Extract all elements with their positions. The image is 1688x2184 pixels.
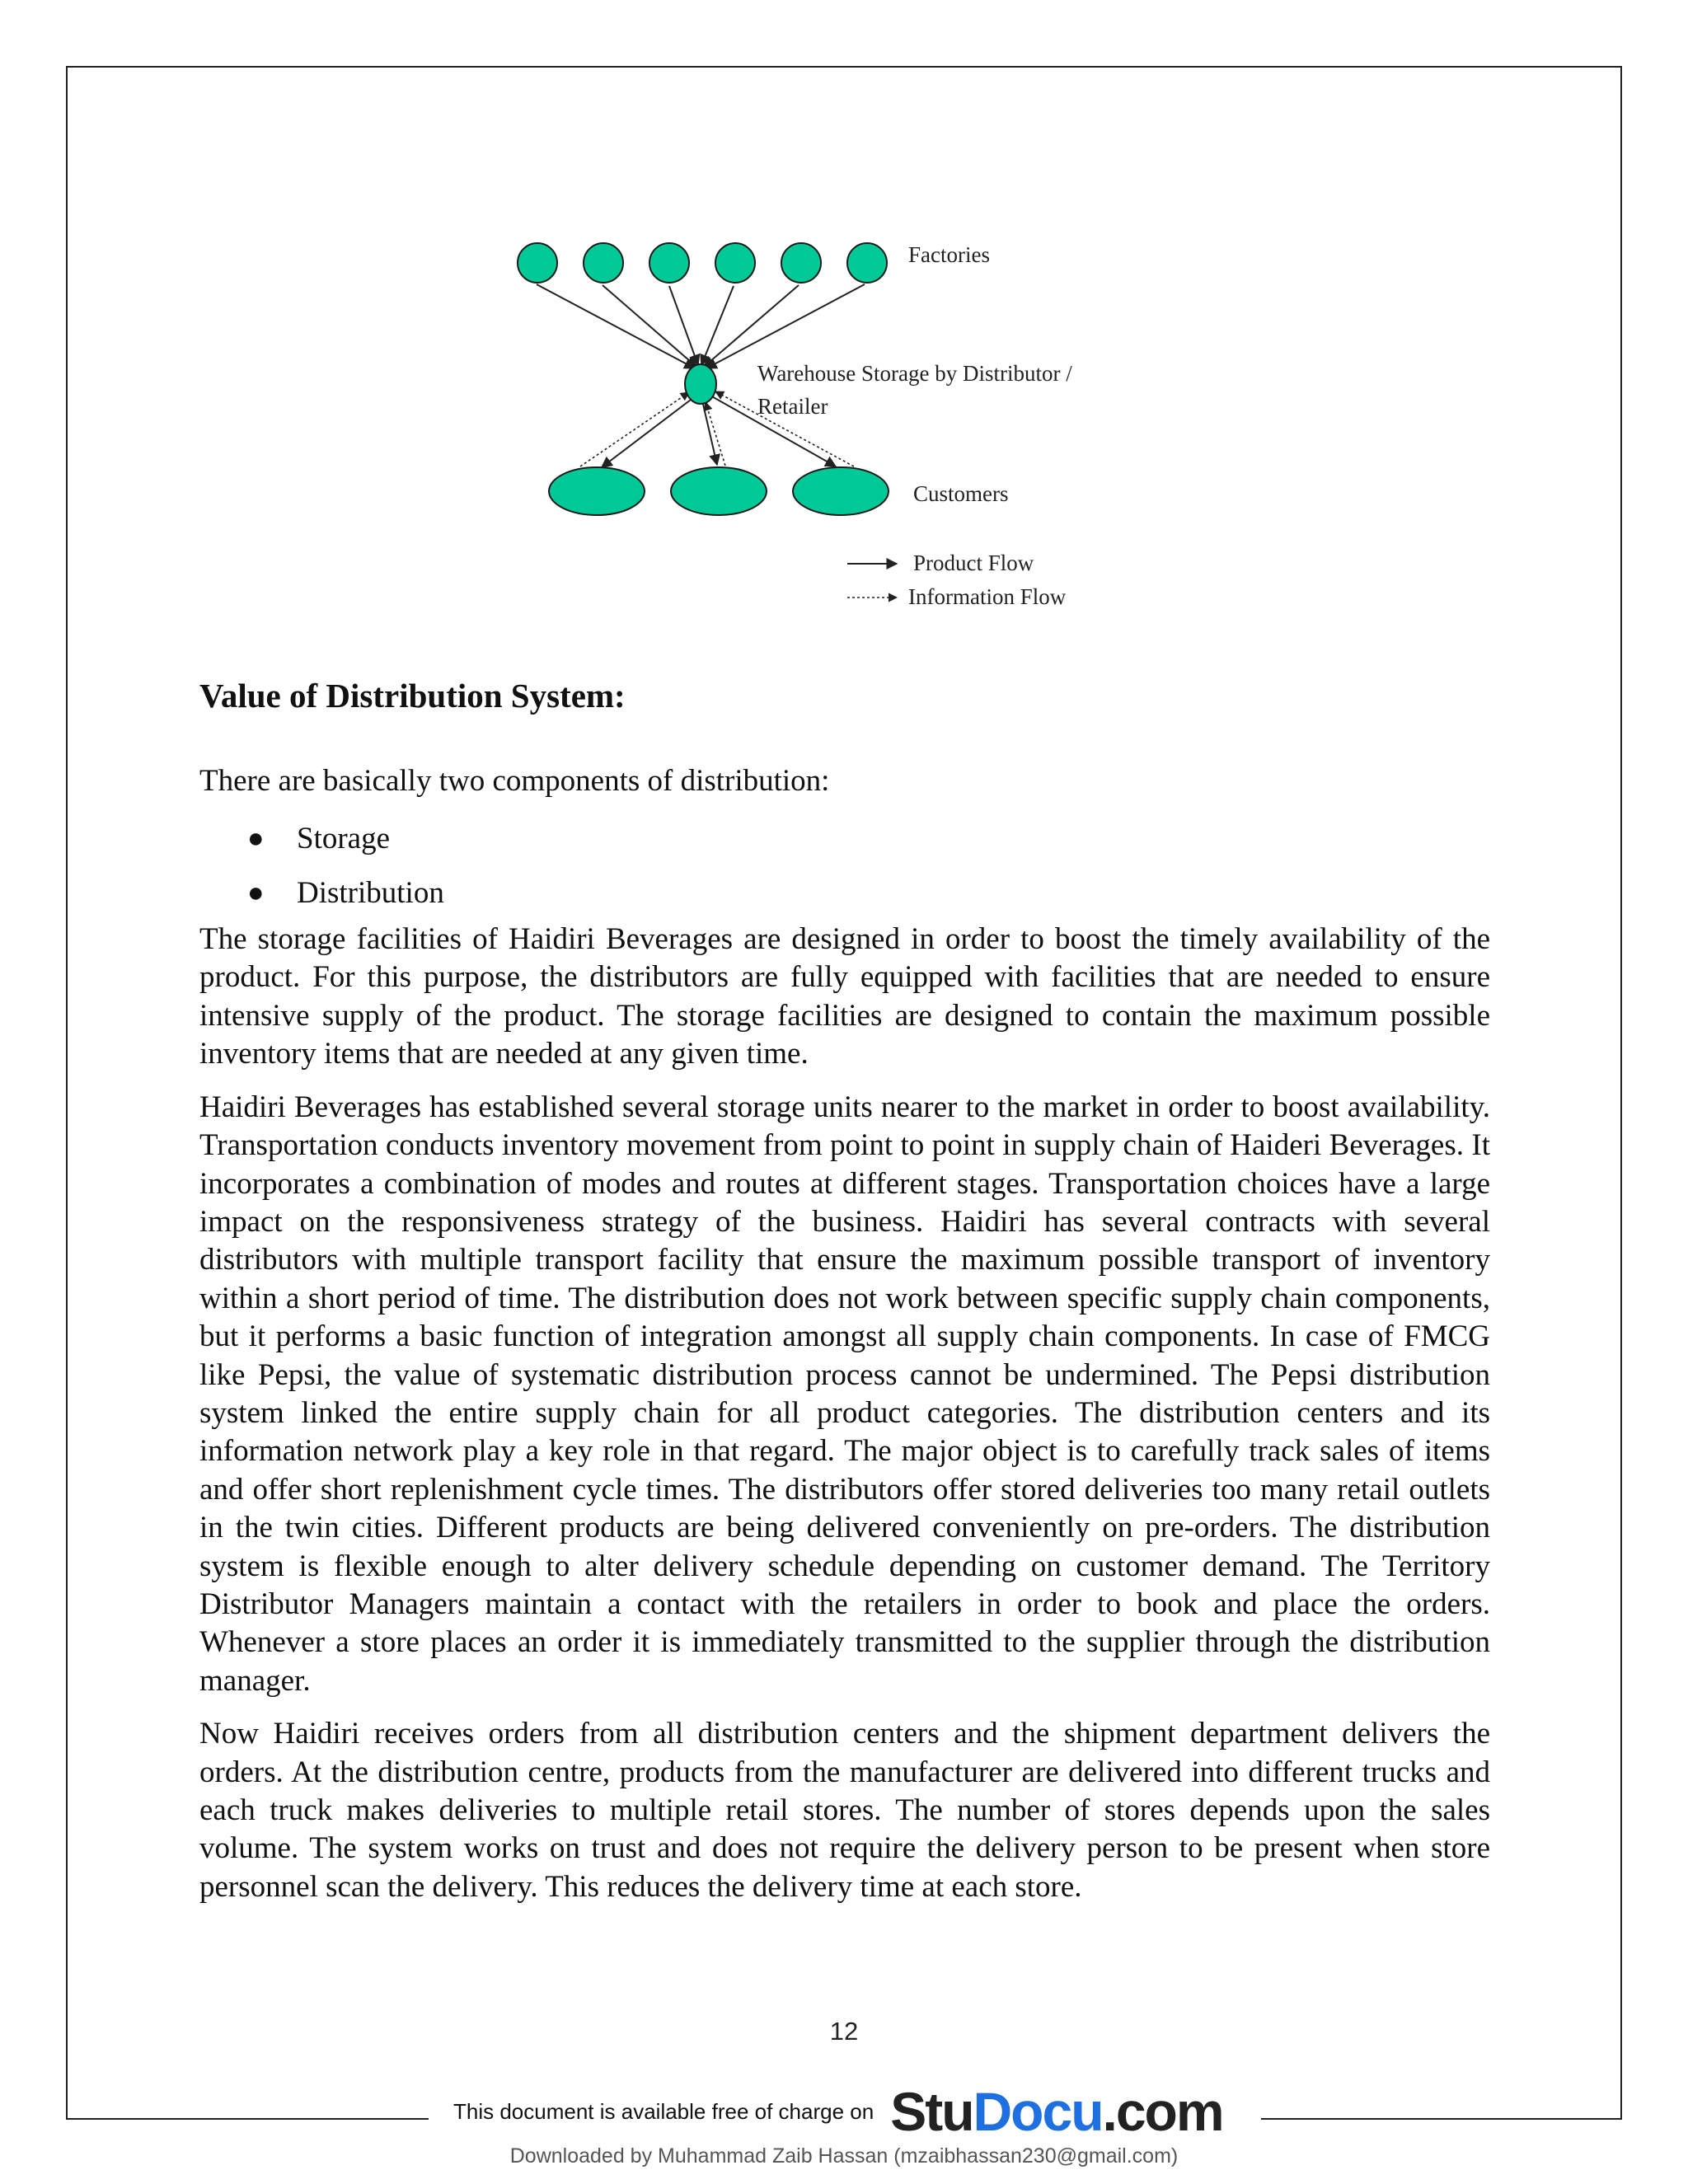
- studocu-logo[interactable]: StuDocu.com: [890, 2081, 1223, 2142]
- section-heading: Value of Distribution System:: [199, 677, 626, 715]
- customer-nodes: [549, 467, 889, 515]
- information-flow-arrow: [580, 392, 689, 466]
- downloaded-by-text: Downloaded by Muhammad Zaib Hassan (mzaibhassan230@gmail.com): [509, 2144, 1179, 2168]
- warehouse-node: [685, 364, 716, 404]
- distribution-diagram: [495, 223, 1121, 626]
- customers-label: Customers: [913, 481, 1009, 506]
- bullet-item: [247, 866, 1490, 921]
- bullet-text: Distribution: [297, 876, 444, 911]
- factory-node: [584, 243, 623, 283]
- paragraph: Now Haidiri receives orders from all distribution centers and the shipment department delivers the orders. At the distribution centre, products from the manufacturer are delivered into different trucks and each truck makes deliveries to multiple retail stores. The number of stores depends upon the sales volume. The system works on trust and does not require the delivery person to be present when store personnel scan the delivery. This reduces the delivery time at each store.: [199, 1717, 1490, 1904]
- available-text: This document is available free of charge on: [453, 2098, 874, 2124]
- bullet-text: Storage: [297, 822, 391, 856]
- customer-node: [549, 467, 645, 515]
- warehouse-label: Warehouse Storage by Distributor /: [757, 361, 1072, 386]
- factory-node: [781, 243, 821, 283]
- studocu-banner[interactable]: [429, 2077, 1261, 2146]
- bullet-icon: ●: [247, 877, 265, 908]
- legend-product-flow: Product Flow: [913, 551, 1034, 575]
- factory-node: [715, 243, 755, 283]
- factory-node: [847, 243, 887, 283]
- paragraph: Haidiri Beverages has established several storage units nearer to the market in order to boost availability. Transportation conducts inventory movement from point to point in supply chain of Haideri Beverages. It incorporates a combination of modes and routes at different stages. Transportation choices have a large impact on the responsiveness strategy of the business. Haidiri has several contracts with several distributors with multiple transport facility that ensure the maximum possible transport of inventory within a short period of time. The distribution does not work between specific supply chain components, but it performs a basic function of integration amongst all supply chain components. In case of FMCG like Pepsi, the value of systematic distribution process cannot be undermined. The Pepsi distribution system linked the entire supply chain for all product categories. The distribution centers and its information network play a key role in that regard. The major object is to carefully track sales of items and offer short replenishment cycle times. The distributors offer stored deliveries too many retail outlets in the twin cities. Different products are being delivered conveniently on pre-orders. The distribution system is flexible enough to alter delivery schedule depending on customer demand. The Territory Distributor Managers maintain a contact with the retailers in order to book and place the orders. Whenever a store places an order it is immediately transmitted to the supplier through the distribution manager.: [199, 1090, 1490, 1698]
- product-flow-arrow: [669, 286, 698, 365]
- product-flow-arrow: [602, 397, 694, 467]
- customer-node: [793, 467, 889, 515]
- bullet-item: [247, 812, 1490, 866]
- product-flow-arrow: [701, 286, 734, 365]
- intro-text: There are basically two components of distribution:: [199, 764, 830, 799]
- product-flow-arrow: [702, 401, 717, 465]
- bullet-list: [199, 812, 1490, 921]
- page-number: 12: [829, 2017, 859, 2046]
- factory-nodes: [518, 243, 887, 283]
- legend-information-flow: Information Flow: [908, 584, 1067, 609]
- page-content: [199, 676, 1490, 1921]
- paragraph: The storage facilities of Haidiri Beverages are designed in order to boost the timely availability of the product. For this purpose, the distributors are fully equipped with facilities that are needed to ensure intensive supply of the product. The storage facilities are designed to contain the maximum possible inventory items that are needed at any given time.: [199, 922, 1490, 1071]
- customer-node: [671, 467, 767, 515]
- warehouse-label-line2: Retailer: [757, 394, 828, 419]
- bullet-icon: ●: [247, 823, 265, 854]
- factory-node: [518, 243, 557, 283]
- factory-node: [649, 243, 689, 283]
- factories-label: Factories: [908, 242, 990, 267]
